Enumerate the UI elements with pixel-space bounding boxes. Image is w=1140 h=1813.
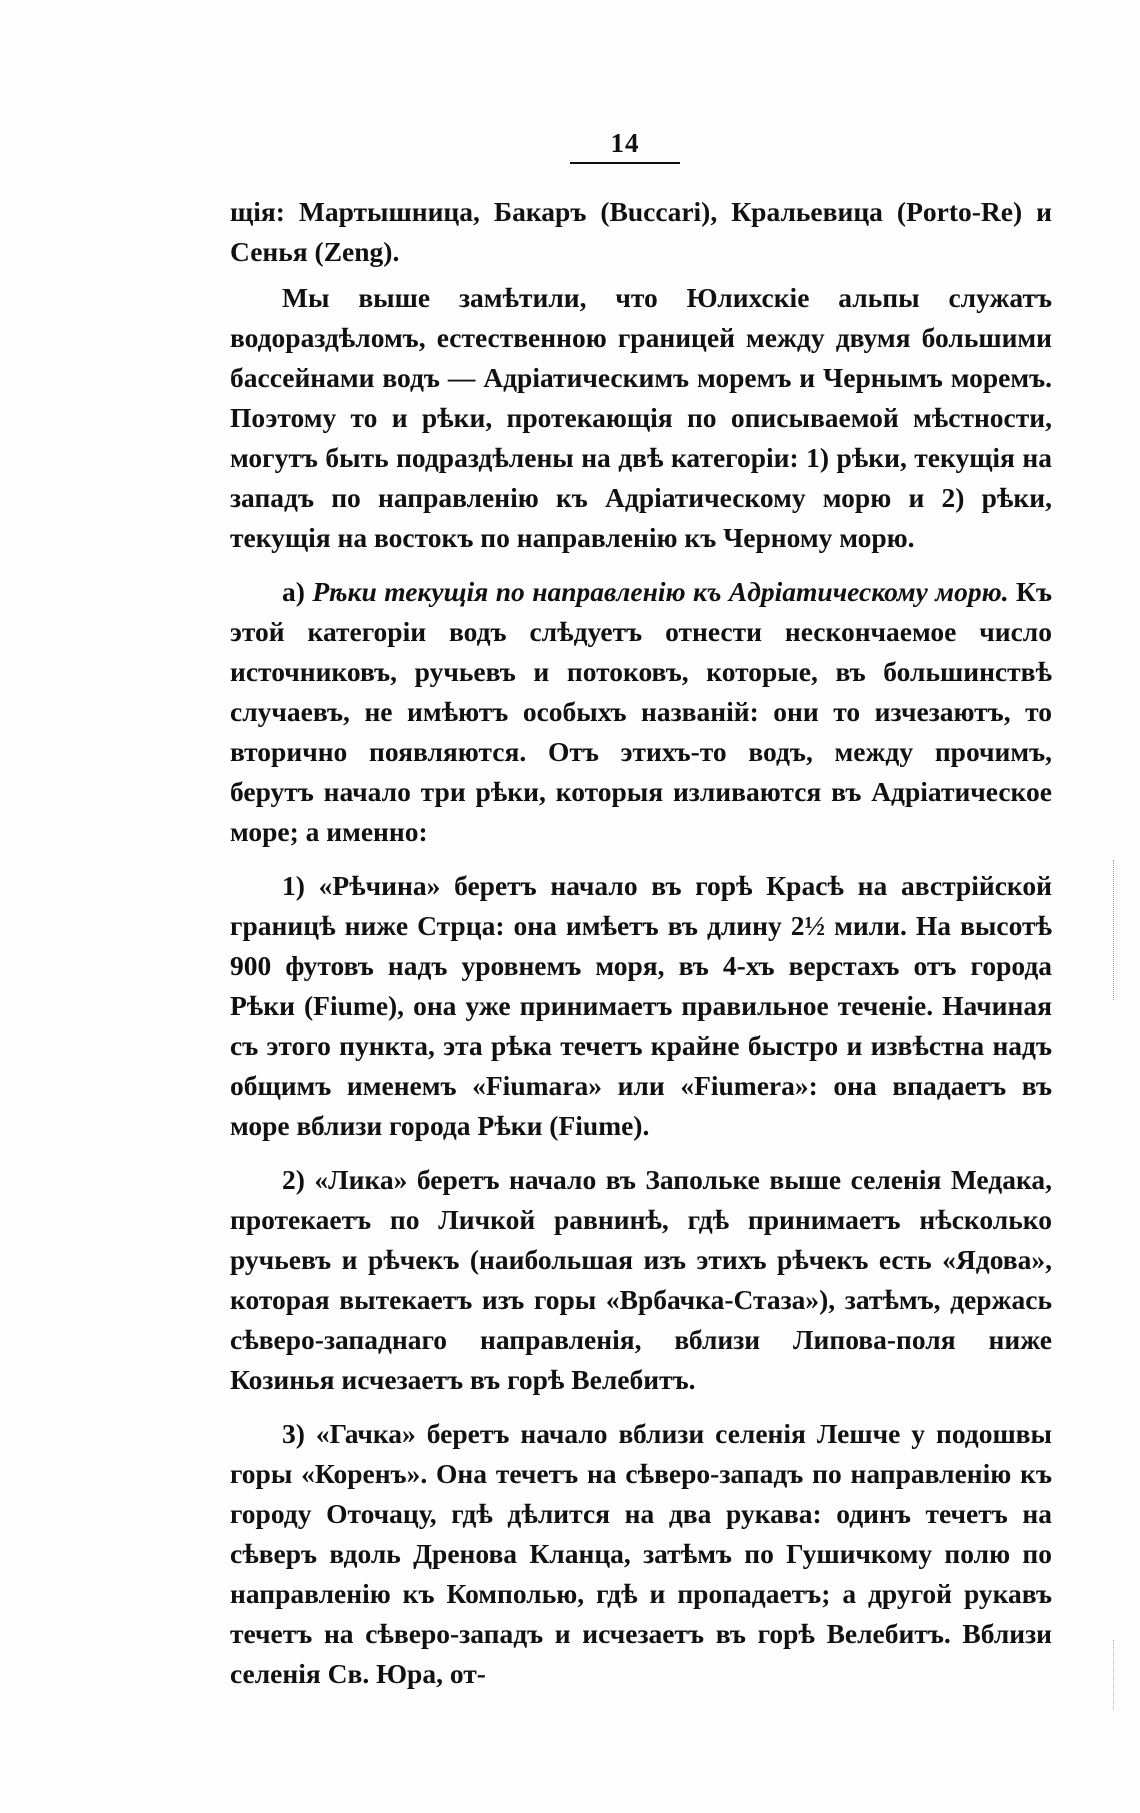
section-heading: Рѣки текущія по направленію къ Адріатическому морю. — [312, 576, 1009, 607]
paragraph-adriatic-rivers — [230, 572, 1052, 852]
page-number-rule — [570, 162, 680, 164]
margin-scan-marks — [1113, 860, 1116, 1000]
section-text: Къ этой категоріи водъ слѣдуетъ отнести нескончаемое число источниковъ, ручьевъ и потоковъ, которые, въ большинствѣ случаевъ, не имѣютъ особыхъ названій: они то изчезаютъ, то вторично появляются. Отъ этихъ-то водъ, между прочимъ, берутъ начало три рѣки, которыя изливаются въ Адріатическое море; а именно: — [230, 576, 1053, 847]
paragraph-river-gachka: 3) «Гачка» беретъ начало вблизи селенія Лешче у подошвы горы «Коренъ». Она течетъ на сѣверо-западъ по направленію къ городу Оточацу, гдѣ дѣлится на два рукава: одинъ течетъ на сѣверъ вдоль Дренова Кланца, затѣмъ по Гушичкому полю по направленію къ Комполью, гдѣ и пропадаетъ; а другой рукавъ течетъ на сѣверо-западъ и исчезаетъ въ горѣ Велебитъ. Вблизи селенія Св. Юра, от- — [230, 1418, 1052, 1689]
page-body — [230, 192, 1052, 1700]
section-prefix: а) — [282, 576, 305, 607]
paragraph-river-rechina: 1) «Рѣчина» беретъ начало въ горѣ Красѣ на австрійской границѣ ниже Стрца: она имѣетъ въ длину 2½ мили. На высотѣ 900 футовъ надъ уровнемъ моря, въ 4-хъ верстахъ отъ города Рѣки (Fiume), она уже принимаетъ правильное теченіе. Начиная съ этого пункта, эта рѣка течетъ крайне быстро и извѣстна надъ общимъ именемъ «Fiumara» или «Fiumera»: она впадаетъ въ море вблизи города Рѣки (Fiume). — [230, 870, 1052, 1141]
paragraph-continuation: щія: Мартышница, Бакаръ (Buccari), Кральевица (Porto-Re) и Сенья (Zeng). — [230, 196, 1052, 267]
paragraph-river-lika: 2) «Лика» беретъ начало въ Запольке выше селенія Медака, протекаетъ по Личкой равнинѣ, гдѣ принимаетъ нѣсколько ручьевъ и рѣчекъ (наибольшая изъ этихъ рѣчекъ есть «Ядова», которая вытекаетъ изъ горы «Врбачка-Стаза»), затѣмъ, держась сѣверо-западнаго направленія, вблизи Липова-поля ниже Козинья исчезаетъ въ горѣ Велебитъ. — [230, 1164, 1052, 1395]
paragraph-watershed: Мы выше замѣтили, что Юлихскіе альпы служатъ водораздѣломъ, естественною границей между двумя большими бассейнами водъ — Адріатическимъ моремъ и Чернымъ моремъ. Поэтому то и рѣки, протекающія по описываемой мѣстности, могутъ быть подраздѣлены на двѣ категоріи: 1) рѣки, текущія на западъ по направленію къ Адріатическому морю и 2) рѣки, текущія на востокъ по направленію къ Черному морю. — [230, 282, 1052, 553]
page-number: 14 — [610, 128, 640, 158]
margin-scan-marks-lower — [1113, 1640, 1116, 1710]
